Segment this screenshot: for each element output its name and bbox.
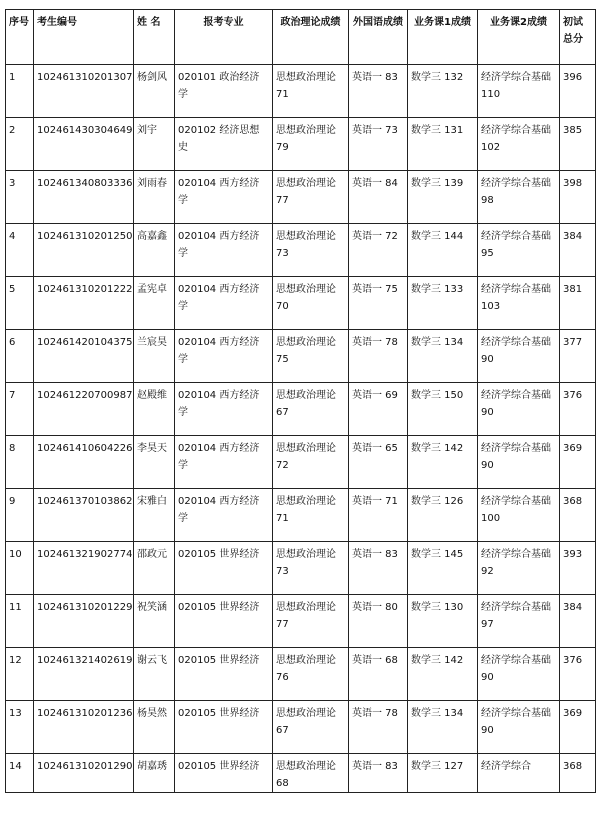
header-politics: 政治理论成绩 — [273, 10, 349, 65]
cell-course1: 数学三 134 — [408, 330, 478, 383]
cell-id: 102461321902774 — [34, 542, 134, 595]
table-row — [6, 330, 596, 383]
cell-name: 刘宇 — [134, 118, 175, 171]
header-total: 初试总分 — [560, 10, 596, 65]
cell-id: 102461310201307 — [34, 65, 134, 118]
cell-name: 刘雨春 — [134, 171, 175, 224]
cell-foreign: 英语一 68 — [349, 648, 408, 701]
cell-seq: 9 — [6, 489, 34, 542]
cell-foreign: 英语一 78 — [349, 330, 408, 383]
table-row — [6, 436, 596, 489]
cell-total: 385 — [560, 118, 596, 171]
cell-foreign: 英语一 71 — [349, 489, 408, 542]
cell-politics: 思想政治理论 70 — [273, 277, 349, 330]
table-row — [6, 383, 596, 436]
cell-course2: 经济学综合基础 102 — [478, 118, 560, 171]
cell-course1: 数学三 133 — [408, 277, 478, 330]
cell-major: 020104 西方经济学 — [175, 277, 273, 330]
cell-major: 020104 西方经济学 — [175, 224, 273, 277]
table-row — [6, 65, 596, 118]
cell-id: 102461321402619 — [34, 648, 134, 701]
cell-course1: 数学三 130 — [408, 595, 478, 648]
cell-seq: 5 — [6, 277, 34, 330]
cell-seq: 6 — [6, 330, 34, 383]
cell-major: 020105 世界经济 — [175, 754, 273, 793]
cell-name: 胡嘉琇 — [134, 754, 175, 793]
cell-course1: 数学三 139 — [408, 171, 478, 224]
cell-politics: 思想政治理论 71 — [273, 489, 349, 542]
cell-major: 020101 政治经济学 — [175, 65, 273, 118]
header-name: 姓 名 — [134, 10, 175, 65]
cell-major: 020105 世界经济 — [175, 542, 273, 595]
cell-seq: 12 — [6, 648, 34, 701]
cell-course2: 经济学综合基础 92 — [478, 542, 560, 595]
cell-politics: 思想政治理论 79 — [273, 118, 349, 171]
cell-seq: 3 — [6, 171, 34, 224]
cell-politics: 思想政治理论 73 — [273, 542, 349, 595]
cell-name: 邵政元 — [134, 542, 175, 595]
cell-course2: 经济学综合基础 103 — [478, 277, 560, 330]
cell-seq: 13 — [6, 701, 34, 754]
header-course2: 业务课2成绩 — [478, 10, 560, 65]
cell-course2: 经济学综合基础 97 — [478, 595, 560, 648]
table-row — [6, 277, 596, 330]
cell-id: 102461340803336 — [34, 171, 134, 224]
cell-politics: 思想政治理论 76 — [273, 648, 349, 701]
cell-course2: 经济学综合基础 98 — [478, 171, 560, 224]
cell-name: 李昊天 — [134, 436, 175, 489]
cell-name: 杨剑风 — [134, 65, 175, 118]
cell-course1: 数学三 131 — [408, 118, 478, 171]
cell-course2: 经济学综合 — [478, 754, 560, 793]
cell-politics: 思想政治理论 67 — [273, 701, 349, 754]
header-major: 报考专业 — [175, 10, 273, 65]
cell-course1: 数学三 145 — [408, 542, 478, 595]
cell-total: 393 — [560, 542, 596, 595]
table-row — [6, 754, 596, 793]
cell-seq: 7 — [6, 383, 34, 436]
score-table — [5, 9, 596, 793]
cell-seq: 8 — [6, 436, 34, 489]
cell-major: 020104 西方经济学 — [175, 436, 273, 489]
header-course1: 业务课1成绩 — [408, 10, 478, 65]
cell-course1: 数学三 126 — [408, 489, 478, 542]
cell-id: 102461310201290 — [34, 754, 134, 793]
cell-course2: 经济学综合基础 90 — [478, 383, 560, 436]
cell-foreign: 英语一 83 — [349, 65, 408, 118]
cell-politics: 思想政治理论 77 — [273, 171, 349, 224]
cell-id: 102461420104375 — [34, 330, 134, 383]
cell-seq: 11 — [6, 595, 34, 648]
table-row — [6, 489, 596, 542]
cell-name: 宋雅白 — [134, 489, 175, 542]
cell-foreign: 英语一 78 — [349, 701, 408, 754]
cell-course2: 经济学综合基础 90 — [478, 330, 560, 383]
cell-politics: 思想政治理论 67 — [273, 383, 349, 436]
cell-course1: 数学三 132 — [408, 65, 478, 118]
cell-seq: 4 — [6, 224, 34, 277]
cell-foreign: 英语一 83 — [349, 542, 408, 595]
table-row — [6, 701, 596, 754]
cell-name: 祝笑涵 — [134, 595, 175, 648]
cell-name: 孟宪卓 — [134, 277, 175, 330]
cell-foreign: 英语一 69 — [349, 383, 408, 436]
cell-total: 368 — [560, 489, 596, 542]
table-row — [6, 224, 596, 277]
table-row — [6, 118, 596, 171]
cell-total: 381 — [560, 277, 596, 330]
cell-id: 102461430304649 — [34, 118, 134, 171]
cell-course2: 经济学综合基础 90 — [478, 701, 560, 754]
cell-course2: 经济学综合基础 90 — [478, 436, 560, 489]
cell-foreign: 英语一 84 — [349, 171, 408, 224]
cell-foreign: 英语一 65 — [349, 436, 408, 489]
cell-foreign: 英语一 83 — [349, 754, 408, 793]
cell-course2: 经济学综合基础 100 — [478, 489, 560, 542]
cell-foreign: 英语一 73 — [349, 118, 408, 171]
cell-name: 谢云飞 — [134, 648, 175, 701]
cell-total: 376 — [560, 648, 596, 701]
cell-seq: 2 — [6, 118, 34, 171]
cell-total: 368 — [560, 754, 596, 793]
cell-politics: 思想政治理论 68 — [273, 754, 349, 793]
cell-total: 384 — [560, 224, 596, 277]
cell-foreign: 英语一 75 — [349, 277, 408, 330]
table-row — [6, 595, 596, 648]
cell-course1: 数学三 150 — [408, 383, 478, 436]
cell-foreign: 英语一 80 — [349, 595, 408, 648]
cell-id: 102461370103862 — [34, 489, 134, 542]
cell-major: 020104 西方经济学 — [175, 383, 273, 436]
cell-total: 384 — [560, 595, 596, 648]
cell-politics: 思想政治理论 75 — [273, 330, 349, 383]
cell-total: 396 — [560, 65, 596, 118]
cell-major: 020105 世界经济 — [175, 701, 273, 754]
cell-seq: 14 — [6, 754, 34, 793]
cell-total: 398 — [560, 171, 596, 224]
cell-total: 369 — [560, 436, 596, 489]
cell-major: 020104 西方经济学 — [175, 489, 273, 542]
cell-course2: 经济学综合基础 95 — [478, 224, 560, 277]
cell-id: 102461310201236 — [34, 701, 134, 754]
table-row — [6, 171, 596, 224]
cell-politics: 思想政治理论 72 — [273, 436, 349, 489]
cell-major: 020105 世界经济 — [175, 648, 273, 701]
cell-politics: 思想政治理论 73 — [273, 224, 349, 277]
cell-total: 369 — [560, 701, 596, 754]
cell-id: 102461310201222 — [34, 277, 134, 330]
cell-major: 020105 世界经济 — [175, 595, 273, 648]
cell-total: 377 — [560, 330, 596, 383]
cell-seq: 1 — [6, 65, 34, 118]
header-id: 考生编号 — [34, 10, 134, 65]
cell-course1: 数学三 142 — [408, 648, 478, 701]
cell-name: 高嘉鑫 — [134, 224, 175, 277]
header-row — [6, 10, 596, 65]
table-body — [6, 65, 596, 793]
cell-course1: 数学三 142 — [408, 436, 478, 489]
cell-id: 102461310201229 — [34, 595, 134, 648]
table-row — [6, 648, 596, 701]
cell-name: 兰宸昊 — [134, 330, 175, 383]
cell-course2: 经济学综合基础 90 — [478, 648, 560, 701]
cell-politics: 思想政治理论 71 — [273, 65, 349, 118]
header-foreign: 外国语成绩 — [349, 10, 408, 65]
cell-major: 020104 西方经济学 — [175, 330, 273, 383]
cell-name: 杨昊然 — [134, 701, 175, 754]
cell-seq: 10 — [6, 542, 34, 595]
cell-major: 020104 西方经济学 — [175, 171, 273, 224]
cell-total: 376 — [560, 383, 596, 436]
cell-name: 赵殿维 — [134, 383, 175, 436]
cell-id: 102461310201250 — [34, 224, 134, 277]
cell-foreign: 英语一 72 — [349, 224, 408, 277]
cell-id: 102461220700987 — [34, 383, 134, 436]
cell-politics: 思想政治理论 77 — [273, 595, 349, 648]
cell-course2: 经济学综合基础 110 — [478, 65, 560, 118]
cell-id: 102461410604226 — [34, 436, 134, 489]
table-row — [6, 542, 596, 595]
cell-major: 020102 经济思想史 — [175, 118, 273, 171]
cell-course1: 数学三 144 — [408, 224, 478, 277]
header-seq: 序号 — [6, 10, 34, 65]
cell-course1: 数学三 127 — [408, 754, 478, 793]
cell-course1: 数学三 134 — [408, 701, 478, 754]
